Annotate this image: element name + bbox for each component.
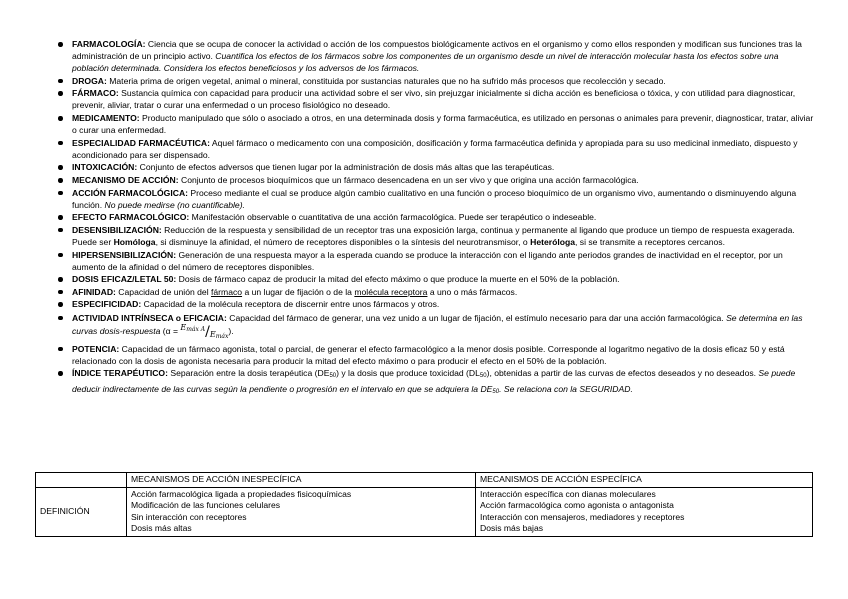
definition-text: Manifestación observable o cuantitativa de una acción farmacológica. Puede ser terapéutico o indeseable. [189,212,597,223]
col-header-inespecifica: MECANISMOS DE ACCIÓN INESPECÍFICA [127,473,476,488]
term: INTOXICACIÓN: [72,162,138,173]
definition-text: Conjunto de procesos bioquímicos que un fármaco desencadena en un ser vivo y que origina una acción farmacológica. [178,175,639,186]
table-header-row [36,473,813,488]
cell-line: Interacción con mensajeros, mediadores y receptores [480,511,685,522]
definition-desensibilizacion [56,224,814,248]
cell-especifica [476,487,813,536]
term: ESPECIALIDAD FARMACÉUTICA: [72,137,210,148]
definition-actividad-intrinseca [56,312,814,340]
alpha-formula: Emáx A/Emáx [180,322,229,340]
definition-intoxicacion [56,161,814,173]
definition-text-2: ) y la dosis que produce toxicidad (DL [336,368,480,379]
definition-text: Dosis de fármaco capaz de producir la mitad del efecto máximo o que produce la muerte en el 50% de la población. [176,274,620,285]
term: POTENCIA: [72,343,120,354]
definition-text-3: ), obtenidas a partir de las curvas de efectos deseados y no deseados. [486,368,757,379]
term: DESENSIBILIZACIÓN: [72,224,162,235]
definition-especificidad [56,298,814,310]
row-label-definicion: DEFINICIÓN [36,487,127,536]
definition-text: Conjunto de efectos adversos que tienen lugar por la administración de dosis más altas que las terapéuticas. [137,162,555,173]
definition-text: Capacidad del fármaco de generar, una vez unido a un lugar de fijación, el estímulo necesario para dar una acción farmacológica. [226,312,724,323]
definition-text: Materia prima de origen vegetal, animal o mineral, constituida por sustancias naturales que no ha sufrido más procesos que recolección y secado. [106,75,666,86]
term: ÍNDICE TERAPÉUTICO: [72,368,168,379]
subscript-de: 50 [329,373,337,380]
definition-italic: No puede medirse (no cuantificable). [102,199,245,210]
definition-text: Capacidad de un fármaco agonista, total o parcial, de generar el efecto farmacológico a la menor dosis posible. Corresponde al logaritmo negativo de la dosis eficaz 50 y está relacionado con la dosis de agonista necesaria para producir la mitad del efecto máximo o para producir el efecto en el 50% de la población. [72,343,785,366]
formula-denominator-sub: máx [215,332,229,340]
cell-line: Sin interacción con receptores [131,511,247,522]
formula-prefix: (α = [160,325,181,336]
definition-afinidad [56,286,814,298]
definition-text-2: , si disminuye la afinidad, el número de receptores disponibles o la síntesis del neurotransmisor, o [155,237,531,247]
cell-line: Acción farmacológica ligada a propiedades fisicoquímicas [131,488,352,499]
definition-italic: Cuantifica los efectos de los fármacos sobre los componentes de un organismo desde un nivel de interacción molecular hasta los efectos sobre una población determinada. Considera los efectos beneficiosos y los adversos de los fármacos. [72,51,779,74]
definition-text: Capacidad de unión del [115,286,212,297]
term: DROGA: [72,75,107,86]
definition-italic: Se puede deducir indirectamente de las curvas según la pendiente o progresión en el intervalo en que se adquiera la DE [72,368,796,394]
definition-text: Separación entre la dosis terapéutica (DE [167,368,330,379]
definition-hipersensibilizacion [56,249,814,273]
definition-text: Producto manipulado que sólo o asociado a otros, en una determinada dosis y forma farmacéutica, es utilizado en personas o animales para prevenir, diagnosticar, tratar, aliviar o curar una enfermedad. [72,113,814,136]
bold-homologa: Homóloga [113,237,156,247]
underlined-molecula-receptora: molécula receptora [354,286,428,297]
term: EFECTO FARMACOLÓGICO: [72,212,190,223]
term: FÁRMACO: [72,88,119,99]
term: DOSIS EFICAZ/LETAL 50: [72,274,177,285]
formula-suffix: ). [228,325,234,336]
cell-line: Dosis más bajas [480,523,544,534]
mechanisms-table [35,472,813,537]
definition-dosis-eficaz-letal-50 [56,273,814,285]
cell-line: Interacción específica con dianas moleculares [480,488,656,499]
definition-text: Sustancia química con capacidad para producir una actividad sobre el ser vivo, sin prejuzgar inicialmente si dicha acción es beneficiosa o tóxica, y con utilidad para diagnosticar, prevenir, aliviar, tratar o curar una enfermedad o un proceso fisiológico no deseado. [72,88,796,111]
definition-italic-2: . Se relaciona con la SEGURIDAD. [499,383,633,394]
definition-droga [56,75,814,87]
term: ACCIÓN FARMACOLÓGICA: [72,187,189,198]
definition-accion-farmacologica [56,187,814,211]
definition-text-3: , si se transmite a receptores cercanos. [575,237,725,247]
definitions-list [56,38,814,398]
term: HIPERSENSIBILIZACIÓN: [72,249,177,260]
definition-efecto-farmacologico [56,211,814,223]
bold-heterologa: Heteróloga [530,237,575,247]
definition-especialidad-farmaceutica [56,137,814,161]
definition-potencia [56,343,814,367]
term: FARMACOLOGÍA: [72,39,146,49]
term: ESPECIFICIDAD: [72,299,142,310]
definition-farmaco [56,87,814,111]
cell-inespecifica [127,487,476,536]
definition-text: Generación de una respuesta mayor a la esperada cuando se produce la interacción con el ligando ante periodos grandes de inactividad en el receptor, por un aumento de la afinidad o del número de receptores disponibles. [72,249,783,272]
italic-subscript: 50 [492,388,500,395]
formula-denominator: E [209,329,216,339]
definition-indice-terapeutico [56,367,814,397]
cell-line: Modificación de las funciones celulares [131,500,281,511]
cell-line: Acción farmacológica como agonista o antagonista [480,500,674,511]
definition-text: Reducción de la respuesta y sensibilidad de un receptor tras una exposición larga, continua y permanente al ligando que produce un tiempo de respuesta exagerada. Puede ser [72,224,795,247]
definition-text: Proceso mediante el cual se produce algún cambio cualitativo en una función o proceso bioquímico de un organismo vivo, aumentando o disminuyendo alguna función. [72,187,797,210]
table-corner-cell [36,473,127,488]
definition-text: Capacidad de la molécula receptora de discernir entre unos fármacos y otros. [141,299,440,310]
definition-farmacologia [56,38,814,74]
underlined-farmaco: fármaco [211,286,243,297]
formula-numerator-sub: máx A [186,325,206,333]
definition-text-2: a un lugar de fijación o de la [242,286,355,297]
definition-text-3: a uno o más fármacos. [427,286,518,297]
term: ACTIVIDAD INTRÍNSECA o EFICACIA: [72,312,227,323]
formula-numerator: E [180,322,187,332]
table-row [36,487,813,536]
definition-text: Aquel fármaco o medicamento con una composición, dosificación y forma farmacéutica definida y apropiada para su uso medicinal inmediato, dispuesto y acondicionado para ser dispensado. [72,137,798,160]
term: AFINIDAD: [72,286,116,297]
definition-mecanismo-de-accion [56,174,814,186]
definition-medicamento [56,112,814,136]
definition-italic: Se determina en las curvas dosis-respuesta [72,312,803,336]
col-header-especifica: MECANISMOS DE ACCIÓN ESPECÍFICA [476,473,813,488]
term: MECANISMO DE ACCIÓN: [72,175,179,186]
term: MEDICAMENTO: [72,113,140,124]
definition-text: Ciencia que se ocupa de conocer la actividad o acción de los compuestos biológicamente activos en el organismo y como ellos responden y modifican sus funciones tras la administración de un principio activo. [72,39,802,62]
subscript-dl: 50 [479,373,487,380]
cell-line: Dosis más altas [131,523,192,534]
